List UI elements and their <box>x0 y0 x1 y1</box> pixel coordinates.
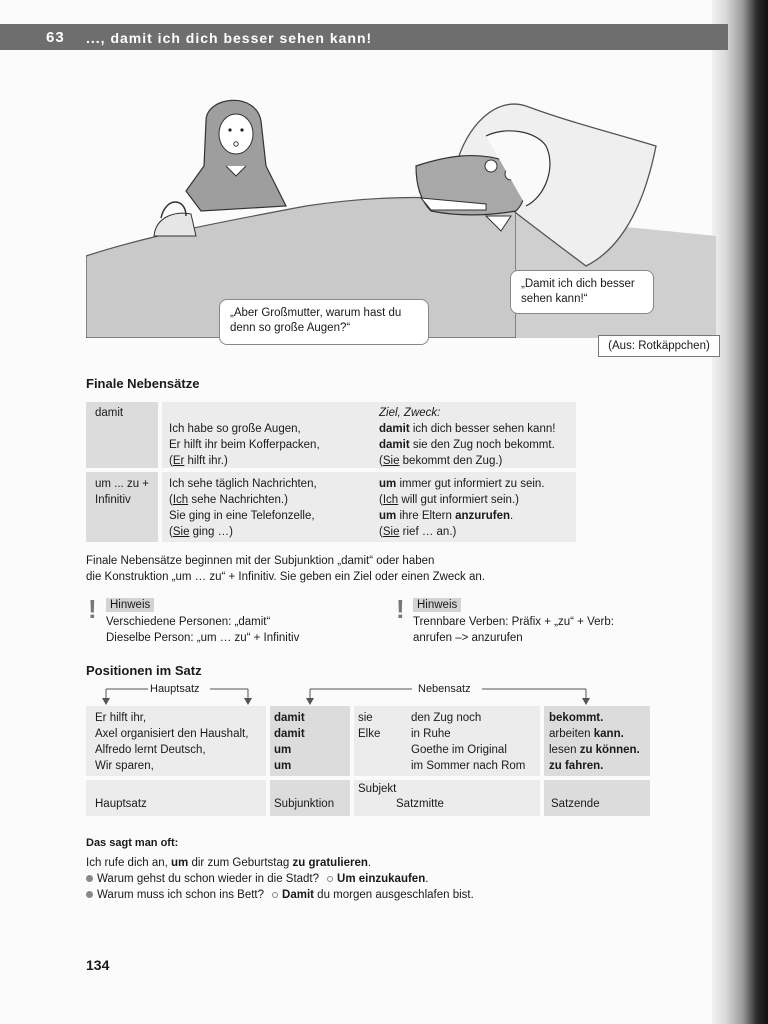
chapter-title: ..., damit ich dich besser sehen kann! <box>86 30 373 46</box>
hint-label: Hinweis <box>106 598 154 612</box>
table-text: (Ich sehe Nachrichten.) <box>169 494 288 506</box>
table-text-ziel-zweck: Ziel, Zweck: <box>379 407 441 419</box>
footer-label: Subjekt <box>358 783 397 795</box>
table-text: (Er hilft ihr.) <box>169 455 228 467</box>
hint-text: anrufen –> anzurufen <box>413 632 523 644</box>
footer-label: Satzmitte <box>396 798 444 810</box>
table-text: Er hilft ihr, <box>95 712 147 724</box>
section-heading-oft: Das sagt man oft: <box>86 837 179 849</box>
hint-label: Hinweis <box>413 598 461 612</box>
page-number: 134 <box>86 957 110 973</box>
table-text: damit ich dich besser sehen kann! <box>379 423 556 435</box>
table-text: zu fahren. <box>549 760 604 772</box>
footer-label: Subjunktion <box>274 798 335 810</box>
nebensatz-label: Nebensatz <box>418 683 471 695</box>
footer-label: Satzende <box>551 798 600 810</box>
table-label-umzu: um ... zu + <box>95 478 150 490</box>
table-text: Er hilft ihr beim Kofferpacken, <box>169 439 320 451</box>
ring-icon <box>327 876 333 882</box>
exclamation-icon: ! <box>88 594 97 624</box>
table-text: Alfredo lernt Deutsch, <box>95 744 206 756</box>
table-label-infinitiv: Infinitiv <box>95 494 131 506</box>
table-text: Elke <box>358 728 381 740</box>
speech-bubble-grandma-question: „Aber Großmutter, warum hast du denn so große Augen?“ <box>219 299 429 345</box>
table-text: (Sie bekommt den Zug.) <box>379 455 503 467</box>
section-heading-positionen: Positionen im Satz <box>86 663 202 678</box>
table-label-damit: damit <box>95 407 124 419</box>
hint-text: Trennbare Verben: Präfix + „zu“ + Verb: <box>413 616 614 628</box>
section-heading-finale: Finale Nebensätze <box>86 376 200 391</box>
example-line: Warum gehst du schon wieder in die Stadt? Um einzukaufen. <box>86 871 428 887</box>
hint-text: Dieselbe Person: „um … zu“ + Infinitiv <box>106 632 300 644</box>
table-text: um ihre Eltern anzurufen. <box>379 510 514 522</box>
table-text: Sie ging in eine Telefonzelle, <box>169 510 315 522</box>
table-text: (Ich will gut informiert sein.) <box>379 494 519 506</box>
table-text: Ich habe so große Augen, <box>169 423 301 435</box>
book-gutter-shadow <box>712 0 768 1024</box>
example-line: Ich rufe dich an, um dir zum Geburtstag zu gratulieren. <box>86 857 372 869</box>
exclamation-icon: ! <box>396 594 405 624</box>
table-text: damit sie den Zug noch bekommt. <box>379 439 555 451</box>
table-text: um immer gut informiert zu sein. <box>379 478 545 490</box>
table-text: um <box>274 760 292 772</box>
bullet-icon <box>86 891 93 898</box>
table-text: Ich sehe täglich Nachrichten, <box>169 478 317 490</box>
table-text: um <box>274 744 292 756</box>
footer-label: Hauptsatz <box>95 798 147 810</box>
table-text: (Sie ging …) <box>169 526 233 538</box>
table-text: sie <box>358 712 373 724</box>
hauptsatz-label: Hauptsatz <box>150 683 200 695</box>
speech-bubble-wolf-answer: „Damit ich dich besser sehen kann!“ <box>510 270 654 314</box>
table-text: im Sommer nach Rom <box>411 760 526 772</box>
table-text: Axel organisiert den Haushalt, <box>95 728 249 740</box>
example-line: Warum muss ich schon ins Bett? Damit du morgen ausgeschlafen bist. <box>86 887 474 903</box>
table-text: bekommt. <box>549 712 604 724</box>
table-text: (Sie rief … an.) <box>379 526 457 538</box>
explanation-text: Finale Nebensätze beginnen mit der Subjunktion „damit“ oder haben <box>86 555 435 567</box>
hint-text: Verschiedene Personen: „damit“ <box>106 616 271 628</box>
table-text: Goethe im Original <box>411 744 507 756</box>
table-text: den Zug noch <box>411 712 482 724</box>
table-text: arbeiten kann. <box>549 728 624 740</box>
table-text: Wir sparen, <box>95 760 154 772</box>
table-text: damit <box>274 712 305 724</box>
ring-icon <box>272 892 278 898</box>
chapter-number: 63 <box>46 29 65 46</box>
table-text: damit <box>274 728 305 740</box>
bullet-icon <box>86 875 93 882</box>
table-text: lesen zu können. <box>549 744 640 756</box>
source-label: (Aus: Rotkäppchen) <box>598 335 720 357</box>
explanation-text: die Konstruktion „um … zu“ + Infinitiv. Sie geben ein Ziel oder einen Zweck an. <box>86 571 485 583</box>
table-text: in Ruhe <box>411 728 451 740</box>
